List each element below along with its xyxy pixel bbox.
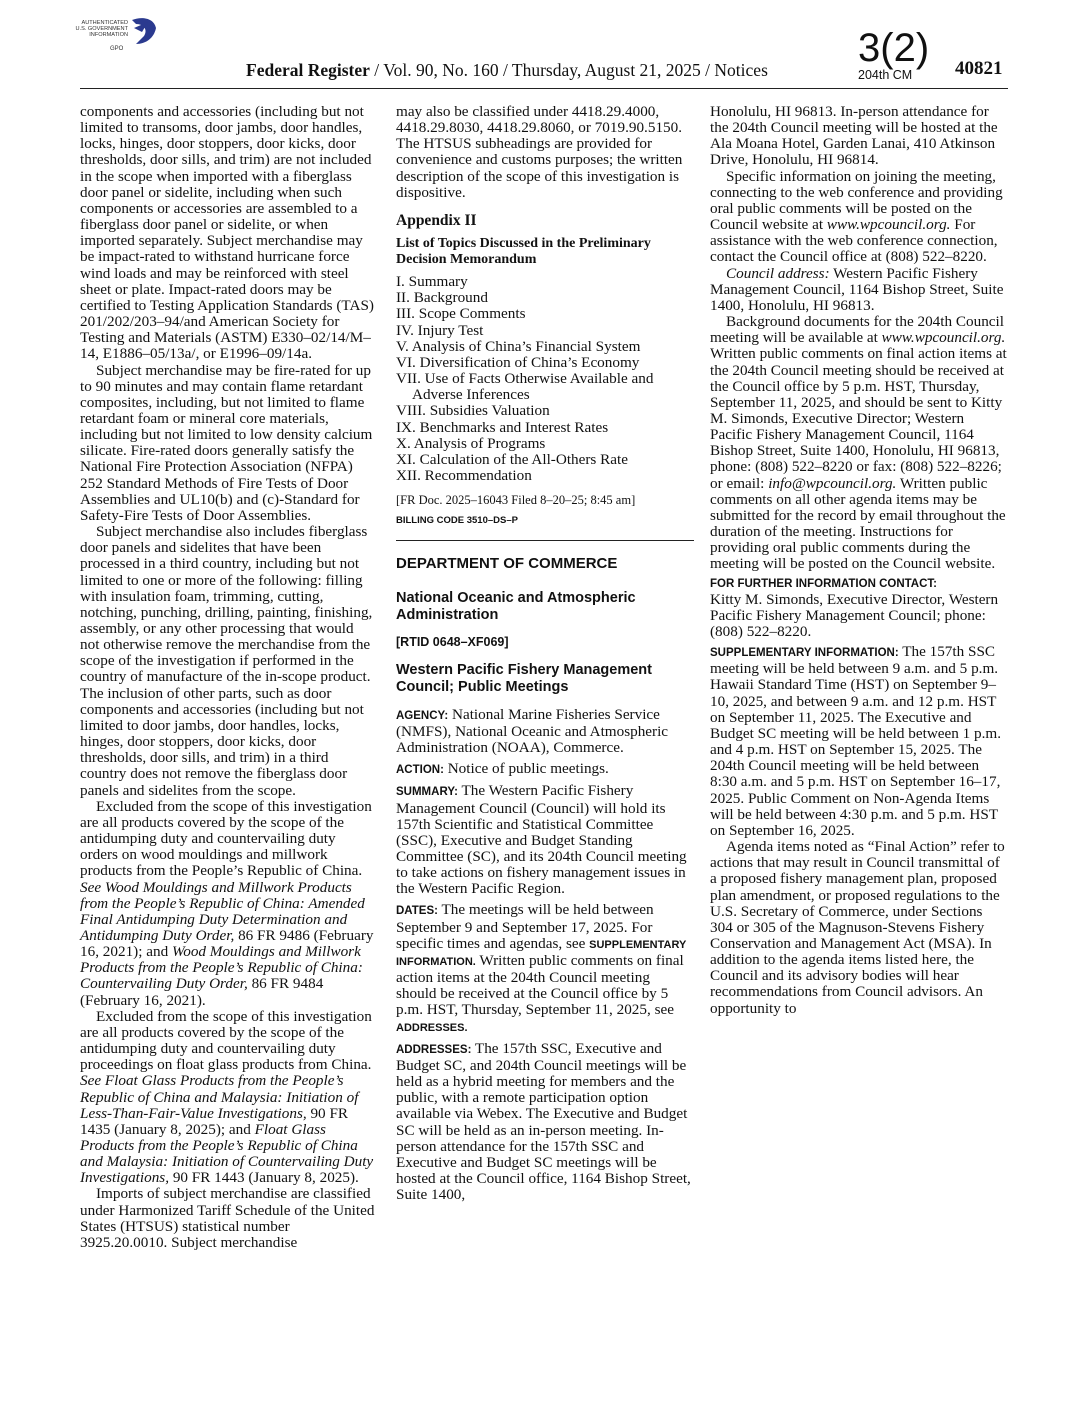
list-item: III. Scope Comments bbox=[396, 305, 526, 323]
website-link[interactable]: www.wpcouncil.org. bbox=[881, 329, 1006, 347]
stamp-subtext: 204th CM bbox=[858, 68, 913, 82]
paragraph bbox=[710, 314, 1008, 573]
dates-section bbox=[396, 902, 694, 1035]
text-run: Excluded from the scope of this investigation are all products covered by the scope of the antidumping duty and countervailing duty orders on wood mouldings and millwork products from the People’s Republic of China. bbox=[80, 797, 372, 880]
citation: See Float Glass Products from the People’s Republic of China and Malaysia: Initiation of Less-Than-Fair-Value Investigations, bbox=[80, 1072, 359, 1122]
section-label: SUMMARY: bbox=[396, 786, 458, 799]
list-item: IV. Injury Test bbox=[396, 321, 484, 339]
addresses-section bbox=[396, 1041, 694, 1204]
rtid-line: [RTID 0648–XF069] bbox=[396, 634, 509, 649]
section-text: The meetings will be held between September 9 and September 17, 2025. For specific times and agendas, see bbox=[396, 901, 654, 952]
section-label: ADDRESSES: bbox=[396, 1043, 472, 1056]
section-text: The 157th SSC meeting will be held between 9 a.m. and 5 p.m. Hawaii Standard Time (HST) on September 9–10, 2025, and between 9 a.m. and 12 p.m. HST on September 11, 2025. The Executive and Budget SC meeting will be held between 1 p.m. and 4 p.m. HST on September 15, 2025. The 204th Council meeting will be held between 8:30 a.m. and 5 p.m. HST on September 16–17, 2025. Public Comment on Non-Agenda Items will be held between 4:30 p.m. and 5 p.m. HST on September 16, 2025. bbox=[710, 643, 1002, 839]
section-label: SUPPLEMENTARY INFORMATION: bbox=[710, 647, 899, 660]
paragraph bbox=[80, 1009, 376, 1187]
summary-section bbox=[396, 783, 694, 897]
section-label: DATES: bbox=[396, 905, 438, 918]
header-rule bbox=[80, 88, 1008, 89]
contact-section bbox=[710, 575, 1008, 641]
publication-name: Federal Register bbox=[246, 60, 370, 80]
cross-reference: ADDRESSES. bbox=[396, 1021, 468, 1034]
list-item: VI. Diversification of China’s Economy bbox=[396, 353, 640, 371]
section-text: Kitty M. Simonds, Executive Director, Western Pacific Fishery Management Council; phone: (808) 522–8220. bbox=[710, 590, 999, 640]
handwritten-stamp: 3(2) bbox=[858, 26, 930, 70]
text-run: For assistance with the web conference connection, contact the Council office at (808) 522–8220. bbox=[710, 216, 998, 266]
notice-title: Western Pacific Fishery Management Council; Public Meetings bbox=[396, 661, 652, 695]
paragraph: Subject merchandise also includes fiberglass door panels and sidelites that have been processed in a third country, including but not limited to one or more of the following: filling with insulation foam, trimming, cutting, notching, punching, drilling, painting, finishing, assembly, or any other processing that would not otherwise remove the merchandise from the scope of the investigation if performed in the country of manufacture of the in-scope product. The inclusion of other parts, such as door components and accessories (including but not limited to door jambs, door handles, locks, hinges, door stoppers, door kicks, door thresholds, door sills, and trim) in a third country does not remove the fiberglass door panels and sidelites from the scope. bbox=[80, 523, 373, 799]
list-item: V. Analysis of China’s Financial System bbox=[396, 337, 641, 355]
section-text: The 157th SSC, Executive and Budget SC, and 204th Council meetings will be held as a hybrid meeting for members and the public, with a remote participation option available via Webex. The Executive and Budget SC will be held as an in-person meeting. In-person attendance for the 157th SSC and Executive and Budget SC meetings will be hosted at the Council office, 1164 Bishop Street, Suite 1400, bbox=[396, 1039, 691, 1204]
column-3 bbox=[710, 104, 1008, 1017]
topics-list bbox=[396, 274, 694, 484]
text-run: Specific information on joining the meeting, connecting to the web conference and providing oral public comments will be posted on the Council website at bbox=[710, 167, 1003, 234]
logo-gpo: GPO bbox=[110, 46, 124, 52]
list-item: X. Analysis of Programs bbox=[396, 434, 546, 452]
text-run: 86 FR 9484 (February 16, 2021). bbox=[80, 975, 324, 1009]
section-text: The Western Pacific Fishery Management Council (Council) will hold its 157th Scientific and Statistical Committee (SSC), Executive and Budget Standing Committee (SC), and its 204th Council meeting to take actions on fishery management issues in the Western Pacific Region. bbox=[396, 782, 687, 898]
section-text: Notice of public meetings. bbox=[443, 760, 609, 778]
paragraph bbox=[80, 799, 376, 1009]
list-item: II. Background bbox=[396, 289, 488, 307]
column-2 bbox=[396, 104, 694, 1208]
agency-section bbox=[396, 707, 694, 756]
paragraph: Agenda items noted as “Final Action” refer to actions that may result in Council transmittal of a proposed fishery management plan, proposed plan amendment, or proposed regulations to the U.S. Secretary of Commerce, under Sections 304 or 305 of the Magnuson-Stevens Fishery Conservation and Management Act (MSA). In addition to the agenda items listed here, the Council and its advisory bodies will hear recommendations from Council advisors. An opportunity to bbox=[710, 838, 1005, 1017]
list-item-text: VII. Use of Facts Otherwise Available and bbox=[396, 370, 654, 388]
issue-details: / Vol. 90, No. 160 / Thursday, August 21, 2025 / Notices bbox=[374, 60, 768, 80]
paragraph: may also be classified under 4418.29.4000, 4418.29.8030, 4418.29.8060, or 7019.90.5150. The HTSUS subheadings are provided for convenience and customs purposes; the written description of the scope of this investigation is dispositive. bbox=[396, 103, 683, 201]
action-section bbox=[396, 761, 694, 778]
list-item: VIII. Subsidies Valuation bbox=[396, 402, 550, 420]
logo-caption: AUTHENTICATED U.S. GOVERNMENT INFORMATION bbox=[75, 20, 128, 38]
billing-code: BILLING CODE 3510–DS–P bbox=[396, 515, 518, 527]
list-item bbox=[396, 371, 694, 403]
section-text: National Marine Fisheries Service (NMFS), National Oceanic and Atmospheric Administration (NOAA), Commerce. bbox=[396, 705, 669, 757]
citation: Float Glass Products from the People’s Republic of China and Malaysia: Initiation of Countervailing Duty Investigations, bbox=[80, 1120, 374, 1187]
text-run: Written public comments on final action items at the 204th Council meeting should be received at the Council office by 5 p.m. HST, Thursday, September 11, 2025, and should be sent to Kitty M. Simonds, Executive Director; Western Pacific Fishery Management Council, 1164 Bishop Street, Suite 1400, Honolulu, HI 96813, phone: (808) 522–8220 or fax: (808) 522–8226; or email: bbox=[710, 345, 1007, 492]
email-link[interactable]: info@wpcouncil.org. bbox=[768, 474, 897, 492]
text-run: Background documents for the 204th Council meeting will be available at bbox=[710, 313, 1004, 347]
citation: Wood Mouldings and Millwork Products from the People’s Republic of China: Countervailing Duty Order, bbox=[80, 943, 363, 993]
running-header bbox=[246, 60, 768, 81]
page-number: 40821 bbox=[955, 58, 1003, 79]
appendix-heading: Appendix II bbox=[396, 211, 477, 229]
gpo-authenticated-logo bbox=[70, 14, 160, 54]
topics-heading: List of Topics Discussed in the Preliminary Decision Memorandum bbox=[396, 236, 651, 268]
paragraph: Imports of subject merchandise are classified under Harmonized Tariff Schedule of the United States (HTSUS) statistical number 3925.20.0010. Subject merchandise bbox=[80, 1185, 375, 1251]
section-label: AGENCY: bbox=[396, 709, 449, 722]
section-text: Written public comments on final action items at the 204th Council meeting should be received at the Council office by 5 p.m. HST, Thursday, September 11, 2025, see bbox=[396, 951, 684, 1019]
list-item: XII. Recommendation bbox=[396, 466, 532, 484]
paragraph: Subject merchandise may be fire-rated for up to 90 minutes and may contain flame retardant composites, including, but not limited to flame retardant foam or mineral core materials, including but not limited to low density calcium silicate. Fire-rated doors generally satisfy the National Fire Protection Association (NFPA) 252 Standard Methods of Fire Tests of Door Assemblies and UL10(b) and (c)-Standard for Safety-Fire Tests of Door Assemblies. bbox=[80, 361, 373, 524]
text-run: 86 FR 9486 (February 16, 2021); and bbox=[80, 926, 374, 961]
website-link[interactable]: www.wpcouncil.org. bbox=[826, 216, 951, 234]
text-run: Excluded from the scope of this investigation are all products covered by the scope of the antidumping duty and countervailing duty proceedings on float glass products from China. bbox=[80, 1007, 372, 1074]
list-item: IX. Benchmarks and Interest Rates bbox=[396, 418, 609, 436]
list-item-continuation: Adverse Inferences bbox=[412, 386, 530, 404]
council-address-label: Council address: bbox=[726, 264, 830, 282]
paragraph: components and accessories (including but not limited to transoms, door jambs, door handles, locks, hinges, door stoppers, door kicks, door thresholds, door sills, and trim) are not included in the scope when imported with a fiberglass door panel or sidelite, including when such components or accessories are assembled to a fiberglass door panel or sidelite, or when imported separately. Subject merchandise may be impact-rated to withstand hurricane force wind loads and may be reinforced with steel sheet or plate. Impact-rated doors may be certified to Testing Application Standards (TAS) 201/202/203–94/and American Society for Testing and Materials (ASTM) E330–02/14/M–14, E1886–05/13a/, or E1996–09/14a. bbox=[80, 103, 374, 363]
section-label: FOR FURTHER INFORMATION CONTACT: bbox=[710, 577, 937, 590]
department-heading: DEPARTMENT OF COMMERCE bbox=[396, 555, 618, 573]
section-label: ACTION: bbox=[396, 764, 444, 777]
cross-reference: SUPPLEMENTARY INFORMATION. bbox=[396, 938, 687, 968]
text-run: Western Pacific Fishery Management Council, 1164 Bishop Street, Suite 1400, Honolulu, HI 96813. bbox=[710, 264, 1004, 314]
paragraph: Honolulu, HI 96813. In-person attendance for the 204th Council meeting will be hosted at the Ala Moana Hotel, Garden Lanai, 410 Atkinson Drive, Honolulu, HI 96814. bbox=[710, 103, 998, 169]
text-run: Written public comments on all other agenda items may be submitted for the record by email throughout the duration of the meeting. Instructions for providing oral public comments during the meeting will be posted on the Council website. bbox=[710, 474, 1006, 573]
list-item: I. Summary bbox=[396, 273, 468, 291]
paragraph bbox=[710, 169, 1008, 266]
text-run: 90 FR 1435 (January 8, 2025); and bbox=[80, 1104, 349, 1138]
citation: See Wood Mouldings and Millwork Products from the People’s Republic of China: Amended Final Antidumping Duty Determination and Antidumping Duty Order, bbox=[80, 878, 365, 944]
column-1 bbox=[80, 104, 376, 1251]
section-divider bbox=[396, 540, 694, 541]
text-run: 90 FR 1443 (January 8, 2025). bbox=[169, 1169, 359, 1187]
paragraph bbox=[710, 266, 1008, 314]
list-item: XI. Calculation of the All-Others Rate bbox=[396, 450, 628, 468]
agency-heading: National Oceanic and Atmospheric Administration bbox=[396, 589, 636, 623]
supplementary-section bbox=[710, 644, 1008, 839]
fr-doc-line: [FR Doc. 2025–16043 Filed 8–20–25; 8:45 am] bbox=[396, 493, 636, 508]
